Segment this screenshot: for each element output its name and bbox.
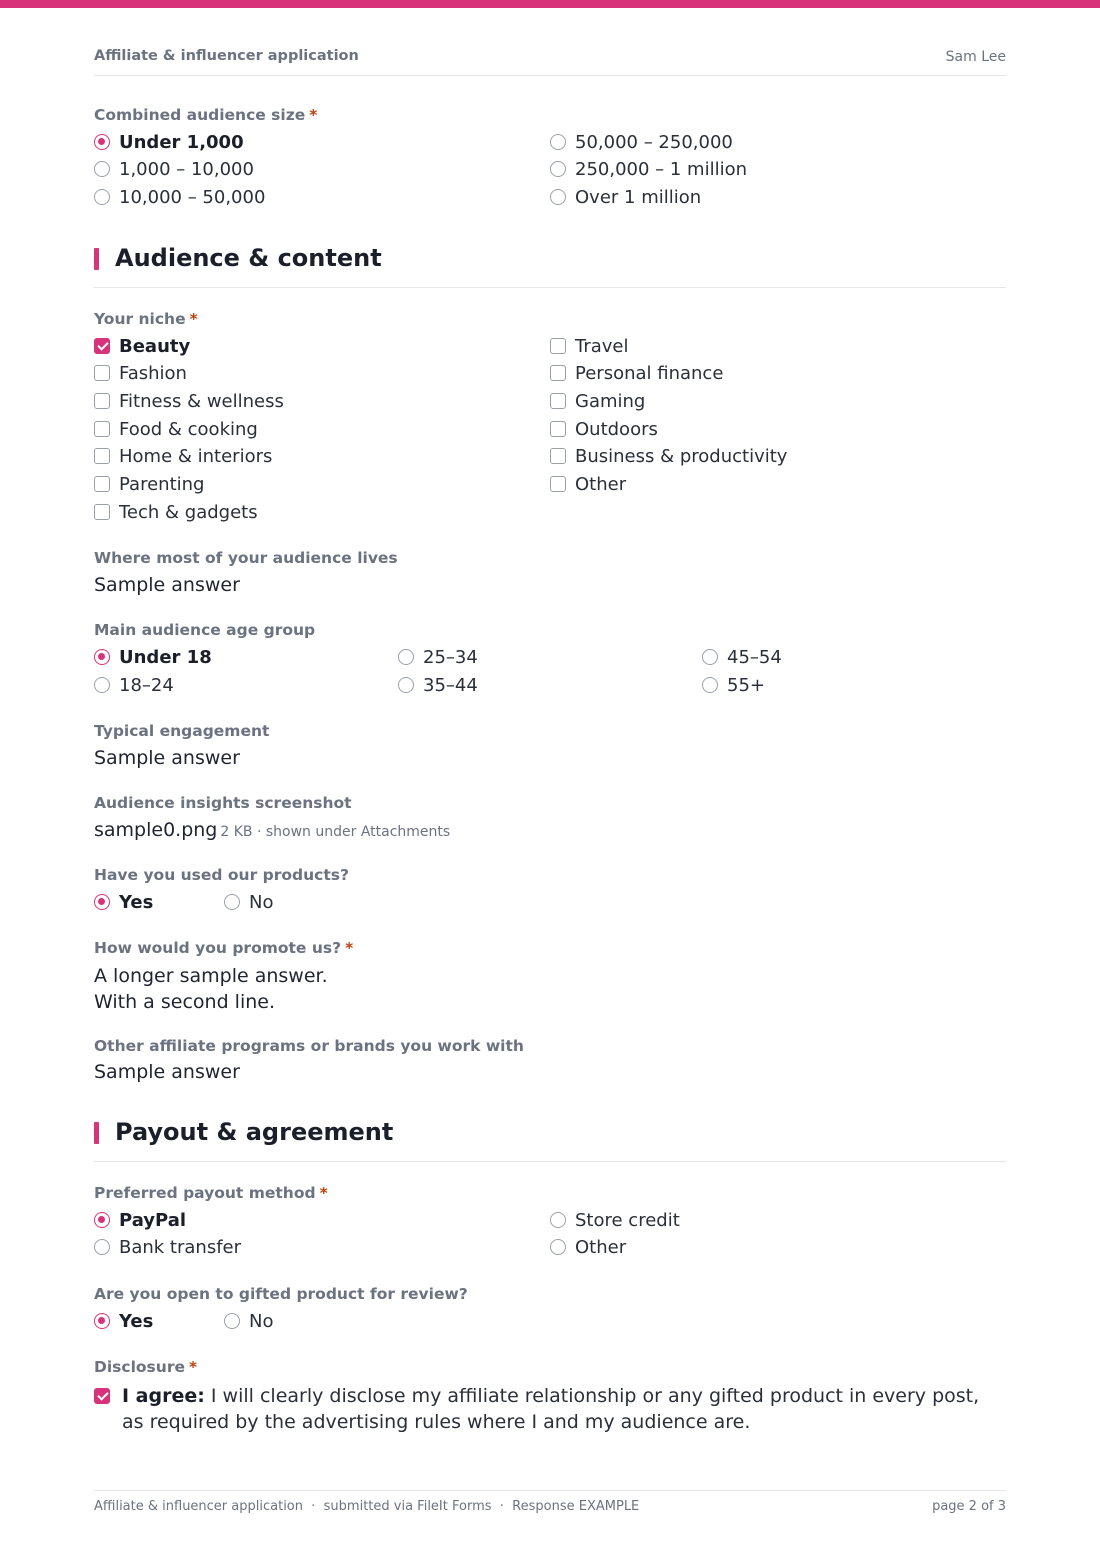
page-header	[94, 48, 1006, 76]
gifted-product-label: Are you open to gifted product for review?	[94, 1285, 468, 1303]
engagement-label: Typical engagement	[94, 722, 270, 740]
audience-size-option[interactable]: Under 1,000	[94, 130, 244, 154]
checkbox-icon	[94, 421, 110, 437]
radio-icon	[94, 1239, 110, 1255]
used-products-yes[interactable]: Yes	[94, 890, 153, 914]
checkbox-icon	[94, 448, 110, 464]
radio-selected-icon	[94, 894, 110, 910]
checkbox-icon	[94, 504, 110, 520]
niche-option[interactable]: Travel	[550, 334, 629, 358]
niche-option[interactable]: Outdoors	[550, 417, 658, 441]
niche-option[interactable]: Food & cooking	[94, 417, 258, 441]
insights-screenshot-label: Audience insights screenshot	[94, 794, 352, 812]
age-group-option[interactable]: 25–34	[398, 645, 478, 669]
checkbox-icon	[550, 421, 566, 437]
niche-option[interactable]: Beauty	[94, 334, 190, 358]
checkbox-checked-icon	[94, 1388, 110, 1404]
niche-option[interactable]: Home & interiors	[94, 444, 272, 468]
age-group-option[interactable]: 35–44	[398, 673, 478, 697]
niche-option[interactable]: Other	[550, 472, 626, 496]
checkbox-icon	[550, 338, 566, 354]
payout-method-option[interactable]: Store credit	[550, 1208, 680, 1232]
niche-option[interactable]: Parenting	[94, 472, 204, 496]
required-marker: *	[189, 310, 198, 328]
attachment-filename: sample0.png	[94, 819, 218, 841]
audience-size-option[interactable]: Over 1 million	[550, 185, 701, 209]
niche-option[interactable]: Tech & gadgets	[94, 500, 258, 524]
used-products-no[interactable]: No	[224, 890, 273, 914]
form-title: Affiliate & influencer application	[94, 48, 359, 64]
audience-location-label: Where most of your audience lives	[94, 549, 398, 567]
niche-option[interactable]: Fashion	[94, 361, 187, 385]
promote-answer: A longer sample answer. With a second line.	[94, 965, 328, 1013]
radio-icon	[550, 1212, 566, 1228]
age-group-option[interactable]: 55+	[702, 673, 765, 697]
respondent-name: Sam Lee	[945, 49, 1006, 65]
section-title: Payout & agreement	[115, 1118, 394, 1146]
audience-location-answer: Sample answer	[94, 574, 240, 596]
checkbox-icon	[550, 365, 566, 381]
niche-option[interactable]: Gaming	[550, 389, 645, 413]
promote-label: How would you promote us? *	[94, 939, 354, 957]
required-marker: *	[188, 1358, 198, 1376]
page-footer	[94, 1490, 1006, 1520]
required-marker: *	[309, 106, 318, 124]
radio-icon	[550, 189, 566, 205]
age-group-label: Main audience age group	[94, 621, 316, 639]
section-title: Audience & content	[115, 244, 382, 272]
gifted-product-yes[interactable]: Yes	[94, 1309, 153, 1333]
radio-icon	[94, 161, 110, 177]
radio-selected-icon	[94, 1212, 110, 1228]
gifted-product-no[interactable]: No	[224, 1309, 273, 1333]
other-programs-label: Other affiliate programs or brands you work with	[94, 1037, 524, 1055]
used-products-label: Have you used our products?	[94, 866, 349, 884]
radio-icon	[398, 677, 414, 693]
audience-size-option[interactable]: 250,000 – 1 million	[550, 157, 747, 181]
checkbox-icon	[550, 448, 566, 464]
age-group-option[interactable]: Under 18	[94, 645, 212, 669]
audience-size-label: Combined audience size *	[94, 106, 318, 124]
checkbox-icon	[94, 365, 110, 381]
payout-method-label: Preferred payout method *	[94, 1184, 328, 1202]
audience-size-option[interactable]: 50,000 – 250,000	[550, 130, 733, 154]
footer-info: Affiliate & influencer application · submitted via FileIt Forms · Response EXAMPLE	[94, 1499, 640, 1514]
top-accent-bar	[0, 0, 1100, 8]
radio-icon	[550, 134, 566, 150]
page-number: page 2 of 3	[932, 1499, 1006, 1514]
radio-selected-icon	[94, 134, 110, 150]
attachment-file[interactable]	[94, 819, 450, 841]
section-accent-bar	[94, 1122, 99, 1144]
radio-icon	[224, 894, 240, 910]
required-marker: *	[345, 939, 354, 957]
niche-option[interactable]: Personal finance	[550, 361, 723, 385]
radio-icon	[94, 677, 110, 693]
radio-icon	[550, 1239, 566, 1255]
payout-method-option[interactable]: Bank transfer	[94, 1235, 241, 1259]
radio-selected-icon	[94, 1313, 110, 1329]
disclosure-label: Disclosure *	[94, 1358, 198, 1376]
section-audience-content	[94, 244, 1006, 288]
radio-icon	[224, 1313, 240, 1329]
section-accent-bar	[94, 248, 99, 270]
required-marker: *	[319, 1184, 328, 1202]
niche-option[interactable]: Fitness & wellness	[94, 389, 284, 413]
attachment-meta: 2 KB · shown under Attachments	[220, 824, 451, 840]
radio-selected-icon	[94, 649, 110, 665]
audience-size-option[interactable]: 1,000 – 10,000	[94, 157, 254, 181]
engagement-answer: Sample answer	[94, 747, 240, 769]
other-programs-answer: Sample answer	[94, 1061, 240, 1083]
radio-icon	[702, 649, 718, 665]
checkbox-checked-icon	[94, 338, 110, 354]
radio-icon	[550, 161, 566, 177]
checkbox-icon	[94, 393, 110, 409]
niche-option[interactable]: Business & productivity	[550, 444, 787, 468]
agree-label: I agree:	[122, 1385, 205, 1407]
agree-statement: I will clearly disclose my affiliate relationship or any gifted product in every post, as required by the advertising rules where I and my audience are.	[122, 1385, 980, 1433]
checkbox-icon	[550, 476, 566, 492]
section-payout-agreement	[94, 1118, 1006, 1162]
checkbox-icon	[94, 476, 110, 492]
radio-icon	[702, 677, 718, 693]
payout-method-option[interactable]: PayPal	[94, 1208, 186, 1232]
radio-icon	[94, 189, 110, 205]
payout-method-option[interactable]: Other	[550, 1235, 626, 1259]
radio-icon	[398, 649, 414, 665]
age-group-option[interactable]: 18–24	[94, 673, 174, 697]
audience-size-option[interactable]: 10,000 – 50,000	[94, 185, 265, 209]
disclosure-text	[122, 1383, 1006, 1435]
checkbox-icon	[550, 393, 566, 409]
age-group-option[interactable]: 45–54	[702, 645, 782, 669]
niche-label: Your niche *	[94, 310, 198, 328]
